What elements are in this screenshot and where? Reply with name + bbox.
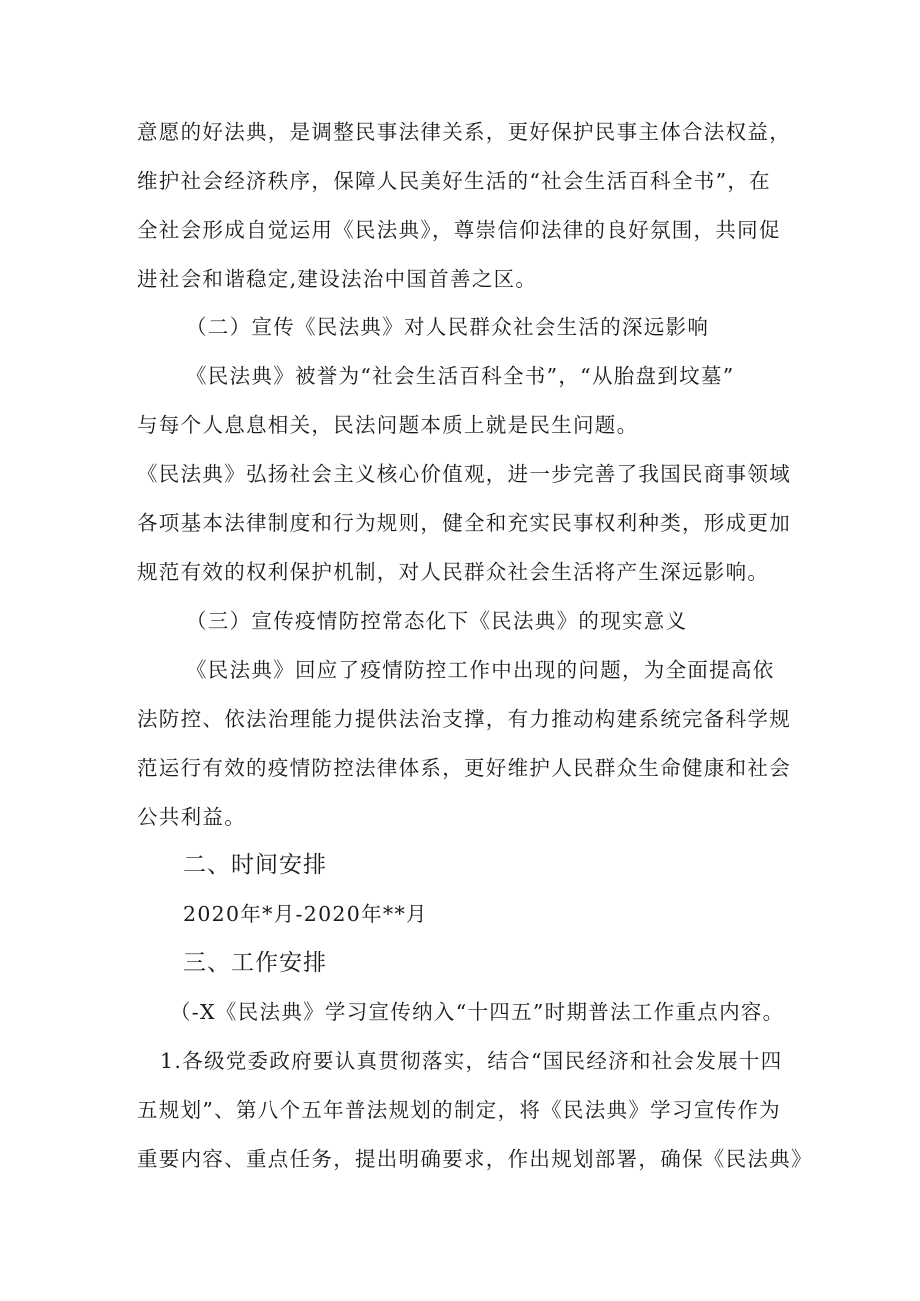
paragraph-line: 公共利益。 — [137, 805, 246, 829]
subheading: （二）宣传《民法典》对人民群众社会生活的深远影响 — [186, 315, 710, 339]
list-item-line: 1.各级党委政府要认真贯彻落实，结合“国民经济和社会发展十四 — [160, 1049, 783, 1073]
list-item-line: 重要内容、重点任务，提出明确要求，作出规划部署，确保《民法典》 — [137, 1147, 813, 1171]
paragraph-line: 《民法典》弘扬社会主义核心价值观，进一步完善了我国民商事领域 — [137, 462, 791, 486]
paragraph-line: 《民法典》被誉为“社会生活百科全书”，“从胎盘到坟墓” — [186, 364, 735, 388]
paragraph-line: 进社会和谐稳定,建设法治中国首善之区。 — [137, 267, 538, 291]
paragraph-line: 各项基本法律制度和行为规则，健全和充实民事权利种类，形成更加 — [137, 511, 791, 535]
time-range: 2020年*月-2020年**月 — [183, 902, 428, 926]
section-title: 三、工作安排 — [183, 950, 327, 976]
paragraph-line: 范运行有效的疫情防控法律体系，更好维护人民群众生命健康和社会 — [137, 756, 791, 780]
paragraph-line: 《民法典》回应了疫情防控工作中出现的问题，为全面提高依 — [186, 658, 775, 682]
paragraph-line: 维护社会经济秩序，保障人民美好生活的“社会生活百科全书”，在 — [137, 169, 771, 193]
paragraph-line: 法防控、依法治理能力提供法治支撑，有力推动构建系统完备科学规 — [137, 707, 791, 731]
subheading: （-X《民法典》学习宣传纳入“十四五”时期普法工作重点内容。 — [170, 1000, 785, 1024]
paragraph-line: 全社会形成自觉运用《民法典》，尊崇信仰法律的良好氛围，共同促 — [137, 218, 781, 242]
paragraph-line: 与每个人息息相关，民法问题本质上就是民生问题。 — [137, 413, 639, 437]
paragraph-line: 规范有效的权利保护机制，对人民群众社会生活将产生深远影响。 — [137, 560, 770, 584]
section-title: 二、时间安排 — [183, 852, 327, 878]
list-item-line: 五规划”、第八个五年普法规划的制定，将《民法典》学习宣传作为 — [137, 1098, 781, 1122]
subheading: （三）宣传疫情防控常态化下《民法典》的现实意义 — [186, 609, 688, 633]
paragraph-line: 意愿的好法典，是调整民事法律关系，更好保护民事主体合法权益， — [137, 120, 791, 144]
